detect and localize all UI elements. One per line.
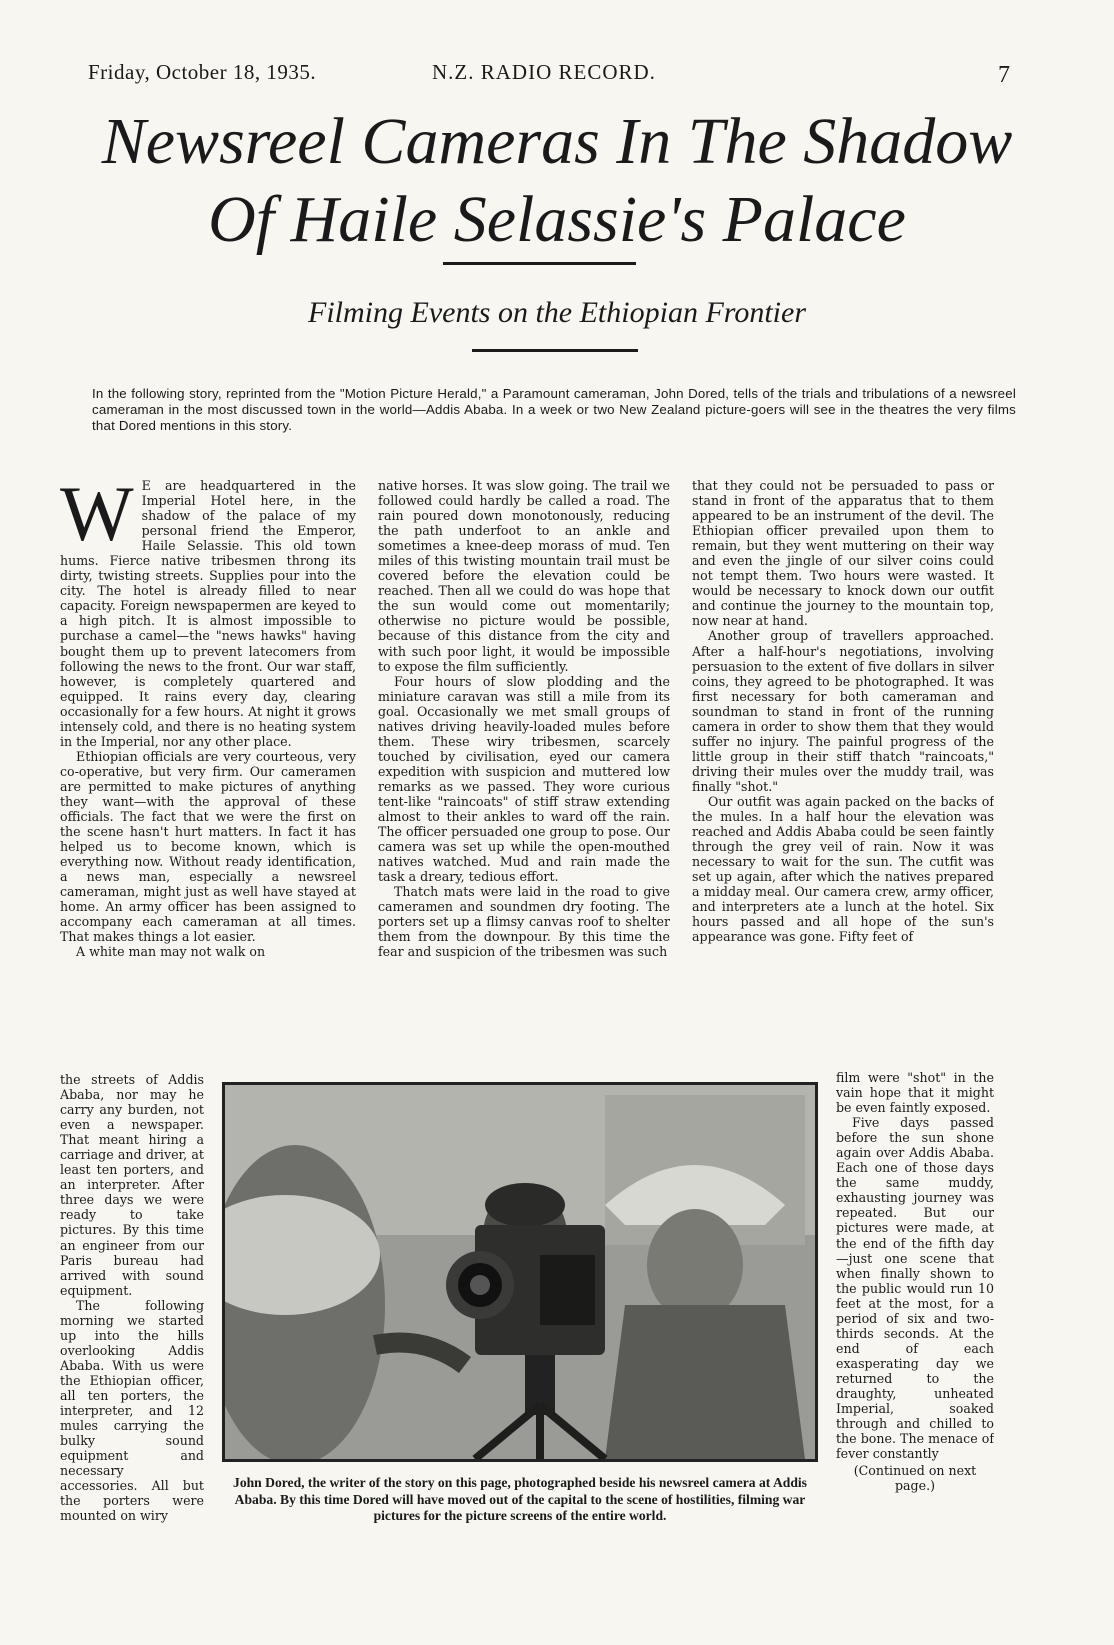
article-column-3 (692, 478, 994, 1063)
paragraph: Another group of travellers approached. After a half-hour's negotiations, involving persuasion to the extent of five dollars in silver coins, they agreed to be photographed. It was first necessary for both cameraman and soundman to stand in front of the running camera in order to show them that they would suffer no injury. The painful progress of the little group in their stiff thatch "raincoats," driving their mules over the muddy trail, was finally "shot." (692, 628, 994, 794)
article-column-3-continued (836, 1070, 994, 1560)
article-column-2 (378, 478, 670, 1102)
headline-line-1: Newsreel Cameras In The Shadow (101, 105, 1013, 178)
headline-rule (443, 262, 636, 265)
paragraph: Four hours of slow plodding and the miniature caravan was still a mile from its goal. Occasionally we met small groups of natives driving heavily-loaded mules before them. These wiry tribesmen, scarcely touched by civilisation, eyed our camera expedition with suspicion and muttered low remarks as we passed. They wore curious tent-like "raincoats" of stiff straw extending almost to their ankles to ward off the rain. The officer persuaded one group to pose. Our camera was set up while the open-mouthed natives watched. Mud and rain made the task a dreary, tedious effort. (378, 673, 670, 885)
intro-paragraph: In the following story, reprinted from the "Motion Picture Herald," a Paramount cameraman, John Dored, tells of the trials and tribulations of a newsreel cameraman in the most discussed town in the world—Addis Ababa. In a week or two New Zealand picture-goers will see in the theatres the very films that Dored mentions in this story. (92, 386, 1016, 433)
publication-name: N.Z. RADIO RECORD. (432, 60, 656, 84)
paragraph: Five days passed before the sun shone again over Addis Ababa. Each one of those days the same muddy, exhausting journey was repeated. But our pictures were made, at the end of the fifth day—just one scene that when finally shown to the public would run 10 feet at the most, for a period of six and two-thirds seconds. At the end of each exasperating day we returned to the draughty, unheated Imperial, soaked through and chilled to the bone. The menace of fever constantly (836, 1115, 994, 1462)
article-column-1-continued (60, 1072, 204, 1562)
subheadline-rule (472, 349, 638, 352)
subheadline: Filming Events on the Ethiopian Frontier (308, 296, 806, 329)
headline-line-2: Of Haile Selassie's Palace (208, 183, 906, 256)
paragraph: A white man may not walk on (76, 944, 266, 960)
paragraph: film were "shot" in the vain hope that it might be even faintly exposed. (836, 1070, 994, 1116)
page-number: 7 (998, 62, 1011, 88)
paragraph: the streets of Addis Ababa, nor may he carry any burden, not even a newspaper. That meant hiring a carriage and driver, at least ten porters, and an interpreter. After three days we were ready to take pictures. By this time an engineer from our Paris bureau had arrived with sound equipment. (60, 1072, 204, 1298)
paragraph: native horses. It was slow going. The trail we followed could hardly be called a road. The rain poured down monotonously, reducing the path underfoot to an ankle and sometimes a knee-deep morass of mud. Ten miles of this twisting mountain trail must be covered before the elevation could be reached. Then all we could do was hope that the sun would come out momentarily; otherwise no picture would be possible, because of this distance from the city and with such poor light, it would be impossible to expose the film sufficiently. (378, 478, 670, 674)
issue-date: Friday, October 18, 1935. (88, 60, 317, 84)
newsreel-camera-photo (222, 1082, 818, 1462)
paragraph: Ethiopian officials are very courteous, very co-operative, but very firm. Our cameramen are permitted to make pictures of anything they want—with the approval of these officials. The fact that we were the first on the scene hasn't hurt matters. In fact it has helped us to become known, which is everything now. Without ready identification, a news man, especially a newsreel cameraman, might just as well have stayed at home. An army officer has been assigned to accompany each cameraman at all times. That makes things a lot easier. (60, 748, 356, 945)
paragraph: The following morning we started up into the hills overlooking Addis Ababa. With us were the Ethiopian officer, all ten porters, the interpreter, and 12 mules carrying the bulky sound equipment and necessary accessories. All but the porters were mounted on wiry (60, 1297, 204, 1524)
paragraph: Our outfit was again packed on the backs of the mules. In a half hour the elevation was reached and Addis Ababa could be seen faintly through the grey veil of rain. Now it was necessary to wait for the sun. The cutfit was set up again, after which the natives prepared a midday meal. Our camera crew, army officer, and interpreters ate a lunch at the hotel. Six hours passed and all hope of the sun's appearance was gone. Fifty feet of (692, 793, 994, 945)
photo-caption: John Dored, the writer of the story on this page, photographed beside his newsreel camera at Addis Ababa. By this time Dored will have moved out of the capital to the scene of hostilities, filming war pictures for the picture screens of the entire world. (233, 1475, 807, 1523)
paragraph: that they could not be persuaded to pass or stand in front of the apparatus that to them appeared to be an instrument of the devil. The Ethiopian officer prevailed upon them to remain, but they went muttering on their way and even the jingle of our silver coins could not tempt them. Two hours were wasted. It would be necessary to knock down our outfit and continue the journey to the mountain top, now near at hand. (692, 478, 994, 629)
continued-note: (Continued on next page.) (853, 1463, 977, 1494)
drop-cap: W (60, 478, 134, 557)
paragraph: Thatch mats were laid in the road to give cameramen and soundmen dry footing. The porters set up a flimsy canvas roof to shelter them from the downpour. By this time the fear and suspicion of the tribesmen was such (378, 884, 670, 960)
paragraph: E are headquartered in the Imperial Hotel here, in the shadow of the palace of my personal friend the Emperor, Haile Selassie. This old town hums. Fierce native tribesmen throng its dirty, twisting streets. Supplies pour into the city. The hotel is already filled to near capacity. Foreign newspapermen are keyed to a high pitch. It is almost impossible to purchase a camel—the "news hawks" having bought them up to prevent latecomers from following the news to the front. Our war staff, however, is completely quartered and equipped. It rains every day, clearing occasionally for a few hours. At night it grows intensely cold, and there is no heating system in the Imperial, nor any other place. (60, 478, 356, 749)
article-column-1 (60, 478, 356, 1070)
